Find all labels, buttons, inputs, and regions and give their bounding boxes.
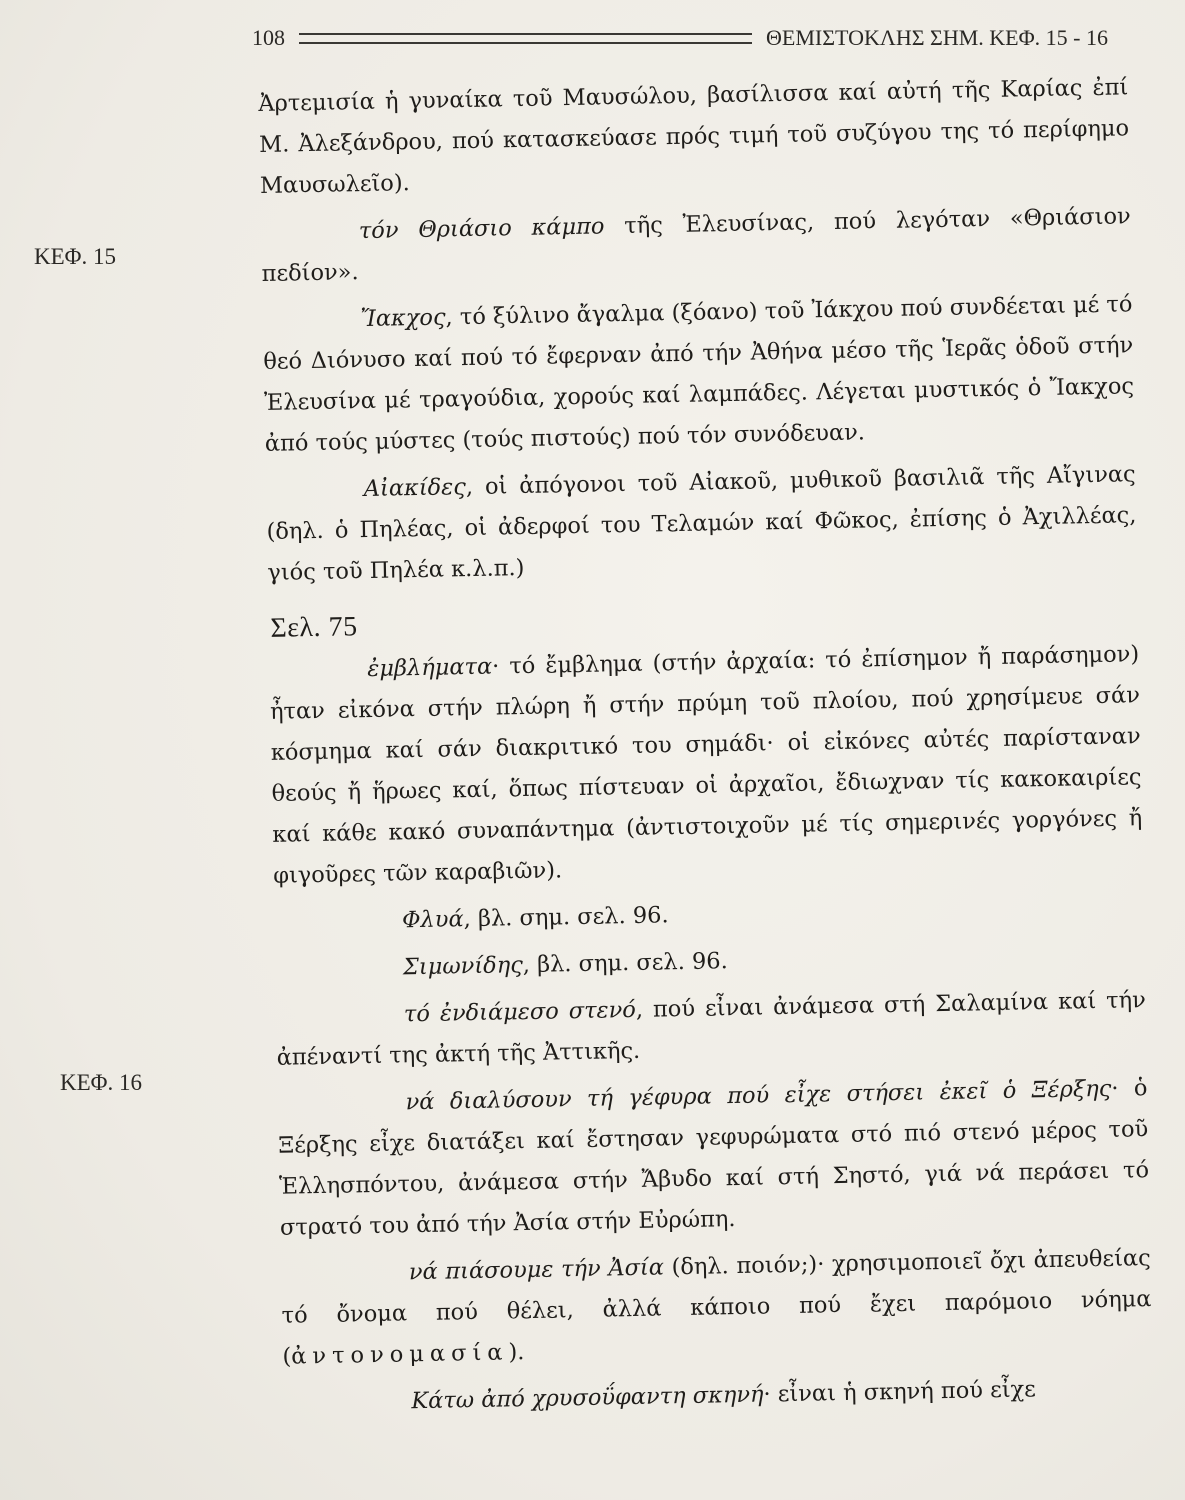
note-text: , οἱ ἀπόγονοι τοῦ Αἰακοῦ, μυθικοῦ βασιλιᾶ τῆς Αἴγινας (δηλ. ὁ Πηλέας, οἱ ἀδερφοί του Τελαμών καί Φῶκος, ἐπίσης ὁ Ἀχιλλέας, γιός τοῦ Πηλέα κ.λ.π.) bbox=[266, 461, 1137, 586]
note-lemma: νά διαλύσουν τή γέφυρα πού εἶχε στήσει ἐκεῖ ὁ Ξέρξης bbox=[405, 1075, 1112, 1116]
note-text: , πού εἶναι ἀνάμεσα στή Σαλαμίνα καί τήν ἀπέναντί της ἀκτή τῆς Ἀττικῆς. bbox=[276, 987, 1147, 1071]
note-lemma: Ἴακχος bbox=[360, 304, 446, 333]
note-text: τῆς Ἐλευσίνας, πού λεγόταν «Θριάσιον πεδίον». bbox=[261, 203, 1131, 287]
note-text: , βλ. σημ. σελ. 96. bbox=[522, 948, 729, 979]
note-lemma: τό ἐνδιάμεσο στενό bbox=[403, 996, 637, 1028]
note-artemisia bbox=[258, 67, 1130, 207]
note-tail: ). bbox=[508, 1339, 525, 1366]
note-asia bbox=[280, 1238, 1152, 1378]
page-header bbox=[252, 18, 1108, 58]
note-aiakides bbox=[265, 454, 1137, 594]
note-text: · εἶναι ἡ σκηνή πού εἶχε bbox=[763, 1376, 1037, 1408]
note-lemma: νά πιάσουμε τήν Ἀσία bbox=[408, 1254, 665, 1286]
margin-label-kef-16: ΚΕΦ. 16 bbox=[60, 1070, 142, 1095]
header-double-rule bbox=[299, 33, 752, 44]
note-text: , βλ. σημ. σελ. 96. bbox=[463, 902, 669, 933]
note-lemma: ἐμβλήματα bbox=[367, 653, 493, 683]
running-head: ΘΕΜΙΣΤΟΚΛΗΣ ΣΗΜ. ΚΕΦ. 15 - 16 bbox=[766, 25, 1108, 50]
note-gefyra-xerxi bbox=[277, 1068, 1150, 1249]
note-text: Ἀρτεμισία ἡ γυναίκα τοῦ Μαυσώλου, βασίλισσα καί αὐτή τῆς Καρίας ἐπί Μ. Ἀλεξάνδρου, πού κατασκεύασε πρός τιμή τοῦ συζύγου της τό περίφημο Μαυσωλεῖο). bbox=[258, 74, 1130, 199]
note-lemma: τόν Θριάσιο κάμπο bbox=[358, 213, 605, 245]
note-lemma: Αἰακίδες bbox=[363, 474, 467, 503]
note-endiameso-steno bbox=[276, 980, 1147, 1079]
note-emblimata bbox=[269, 634, 1144, 897]
note-lemma: Φλυά bbox=[401, 906, 464, 934]
body-text bbox=[258, 67, 1154, 1430]
note-text: · ὁ Ξέρξης εἶχε διατάξει καί ἔστησαν γεφυρώματα στό πιό στενό μέρος τοῦ Ἑλλησπόντου, ἀνάμεσα στήν Ἄβυδο καί στή Σηστό, γιά νά περάσει τό στρατό του ἀπό τήν Ἀσία στήν Εὐρώπη. bbox=[278, 1075, 1150, 1241]
note-spaced-term: ἀντονομασία bbox=[290, 1339, 509, 1370]
note-iakchos bbox=[262, 284, 1135, 465]
section-heading-page-75: Σελ. 75 bbox=[270, 611, 358, 644]
note-skini bbox=[283, 1367, 1154, 1425]
note-text: (δηλ. ποιόν;)· χρησιμοποιεῖ ὄχι ἀπευθείας τό ὄνομα πού θέλει, ἀλλά κάποιο πού ἔχει παρόμοιο νόημα ( bbox=[281, 1245, 1152, 1370]
note-text: · τό ἔμβλημα (στήν ἀρχαία: τό ἐπίσημον ἤ παράσημον) ἦταν εἰκόνα στήν πλώρη ἤ στήν πρύμη τοῦ πλοίου, πού χρησίμευε σάν κόσμημα καί σάν διακριτικό του σημάδι· οἱ εἰκόνες αὐτές παρίσταναν θεούς ἤ ἥρωες καί, ὅπως πίστευαν οἱ ἀρχαῖοι, ἔδιωχναν τίς κακοκαιρίες καί κάθε κακό συναπάντημα (ἀντιστοιχοῦν μέ τίς σημερινές γοργόνες ἤ φιγοῦρες τῶν καραβιῶν). bbox=[269, 641, 1143, 889]
margin-label-kef-15: ΚΕΦ. 15 bbox=[34, 244, 116, 269]
note-text: , τό ξύλινο ἄγαλμα (ξόανο) τοῦ Ἰάκχου πού συνδέεται μέ τό θεό Διόνυσο καί πού τό ἔφερναν ἀπό τήν Ἀθήνα μέσο τῆς Ἱερᾶς ὁδοῦ στήν Ἐλευσίνα μέ τραγούδια, χορούς καί λαμπάδες. Λέγεται μυστικός ὁ Ἴακχος ἀπό τούς μύστες (τούς πιστούς) πού τόν συνόδευαν. bbox=[263, 291, 1135, 457]
note-lemma: Σιμωνίδης bbox=[402, 952, 524, 981]
note-thriasio bbox=[260, 196, 1131, 295]
note-lemma: Κάτω ἀπό χρυσοΰφαντη σκηνή bbox=[411, 1381, 764, 1415]
page-number: 108 bbox=[252, 25, 285, 50]
